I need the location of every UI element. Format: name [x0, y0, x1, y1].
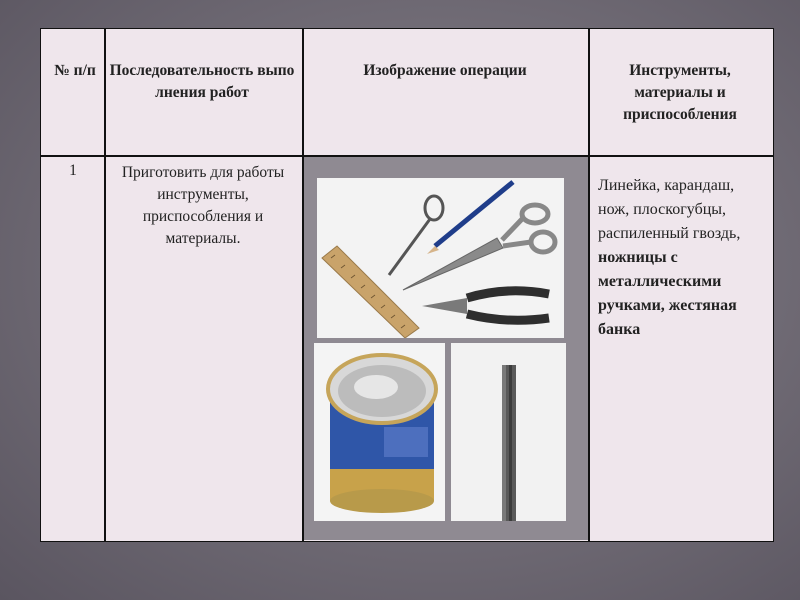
header-image-text: Изображение операции — [363, 62, 527, 79]
row-sequence-text: Приготовить для работы инструменты, приспособления и материалы. — [121, 164, 285, 247]
tin-can-photo — [314, 343, 445, 521]
nail-illustration — [451, 343, 566, 521]
pliers-icon — [422, 291, 549, 320]
header-sequence-text: Последовательность выполнения работ — [109, 62, 295, 101]
row-tools — [598, 174, 766, 342]
tools-bold-text: ножницы с металлическими ручками, жестяная банка — [598, 249, 737, 338]
tools-illustration — [317, 178, 564, 338]
header-number — [50, 60, 100, 82]
nail-photo — [451, 343, 566, 521]
tools-photo — [317, 178, 564, 338]
tin-can-icon — [328, 355, 436, 513]
header-divider — [41, 155, 773, 157]
column-divider — [104, 29, 106, 541]
row-number — [48, 160, 98, 182]
column-divider — [588, 29, 590, 541]
ruler-icon — [322, 246, 419, 338]
column-divider — [302, 29, 304, 541]
header-number-text: № п/п — [54, 62, 96, 79]
nail-icon — [502, 365, 516, 521]
header-tools-text: Инструменты, материалы и приспособления — [623, 62, 737, 123]
header-image — [306, 60, 584, 82]
tin-can-illustration — [314, 343, 445, 521]
header-tools — [594, 60, 766, 126]
row-number-text: 1 — [69, 162, 77, 179]
row-sequence — [118, 162, 288, 250]
header-sequence — [108, 60, 296, 104]
awl-icon — [389, 196, 443, 275]
scissors-icon — [403, 205, 555, 290]
tools-plain-text: Линейка, карандаш, нож, плоскогубцы, распиленный гвоздь, — [598, 177, 741, 242]
